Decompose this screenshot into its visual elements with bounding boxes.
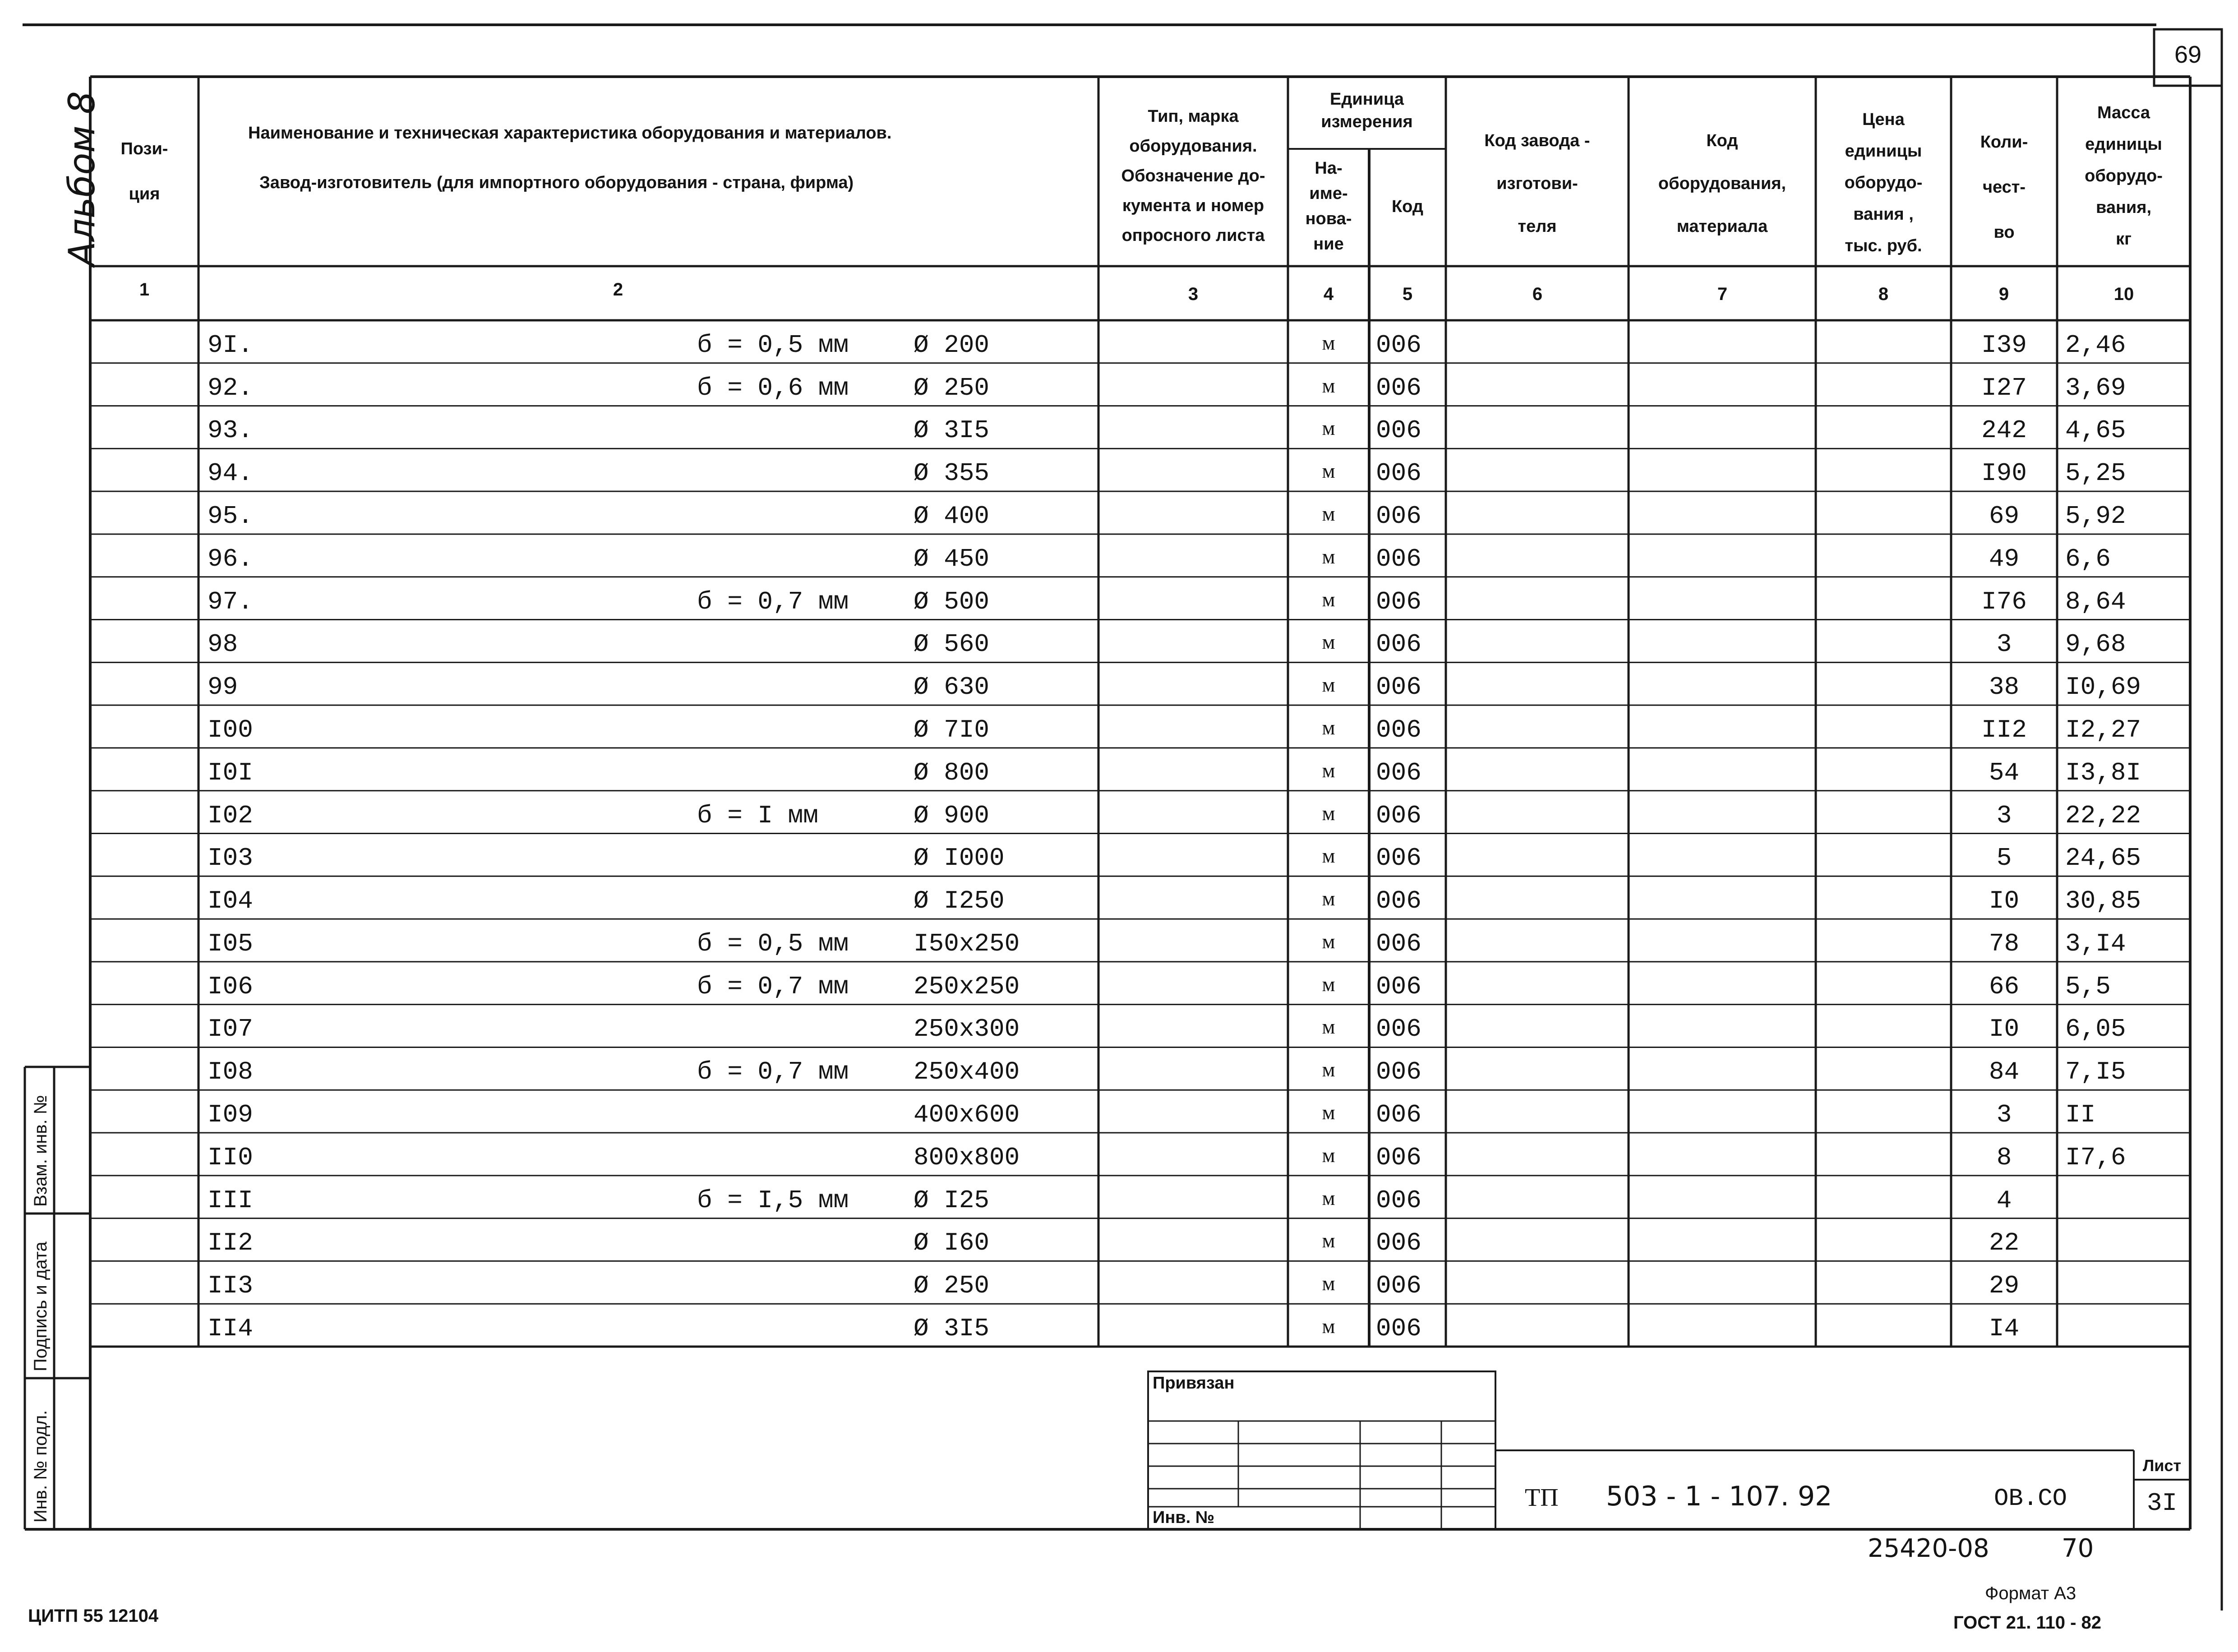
cell-size: Ø 3I5 xyxy=(914,1314,990,1343)
cell-unit: м xyxy=(1322,331,1335,354)
cell-mass: 8,64 xyxy=(2065,587,2126,616)
cell-thickness: б = 0,5 мм xyxy=(697,929,849,958)
cell-mass: I7,6 xyxy=(2065,1143,2126,1172)
cell-quantity: 22 xyxy=(1989,1228,2020,1258)
cell-position: I05 xyxy=(208,929,253,958)
header-mass: Масса единицы оборудо- вания, кг xyxy=(2085,103,2163,249)
cell-unit: м xyxy=(1322,972,1335,996)
cell-unit-code: 006 xyxy=(1376,1143,1421,1172)
cell-mass: 3,I4 xyxy=(2065,929,2126,958)
header-type: Тип, марка оборудования. Обозначение до- кумента и номер опросного листа xyxy=(1121,107,1265,245)
column-number: 3 xyxy=(1188,284,1199,304)
cell-unit-code: 006 xyxy=(1376,330,1421,360)
cell-mass: II xyxy=(2065,1100,2096,1130)
cell-size: Ø I000 xyxy=(914,844,1005,873)
cell-position: III xyxy=(208,1186,253,1215)
cell-unit: м xyxy=(1322,844,1335,868)
cell-unit-code: 006 xyxy=(1376,501,1421,531)
cell-quantity: I4 xyxy=(1989,1314,2020,1343)
cell-size: Ø 450 xyxy=(914,544,990,573)
cell-unit-code: 006 xyxy=(1376,886,1421,916)
cell-unit: м xyxy=(1322,1272,1335,1295)
cell-position: II4 xyxy=(208,1314,253,1343)
cell-size: Ø 500 xyxy=(914,587,990,616)
cell-quantity: 5 xyxy=(1996,844,2012,873)
cell-position: 98 xyxy=(208,630,238,659)
page-number: 69 xyxy=(2174,41,2202,68)
cell-size: Ø 7I0 xyxy=(914,715,990,744)
cell-quantity: 38 xyxy=(1989,673,2020,702)
cell-unit-code: 006 xyxy=(1376,1314,1421,1343)
cell-thickness: б = I мм xyxy=(697,801,818,830)
cell-quantity: I0 xyxy=(1989,886,2020,916)
cell-unit: м xyxy=(1322,1186,1335,1209)
cell-unit: м xyxy=(1322,459,1335,483)
cell-unit: м xyxy=(1322,416,1335,440)
cell-mass: I0,69 xyxy=(2065,673,2141,702)
cell-mass: 5,92 xyxy=(2065,501,2126,531)
cell-unit: м xyxy=(1322,673,1335,697)
cell-quantity: 84 xyxy=(1989,1057,2020,1087)
cell-position: 93. xyxy=(208,416,253,445)
header-position: Пози- ция xyxy=(120,139,168,203)
cell-mass: 2,46 xyxy=(2065,330,2126,360)
cell-mass: 30,85 xyxy=(2065,886,2141,916)
cell-unit-code: 006 xyxy=(1376,1057,1421,1087)
cell-size: 800x800 xyxy=(914,1143,1020,1172)
cell-unit: м xyxy=(1322,1315,1335,1338)
cell-size: Ø I250 xyxy=(914,886,1005,916)
side-label-inv-no: Инв. № подл. xyxy=(31,1410,51,1523)
cell-quantity: 69 xyxy=(1989,501,2020,531)
cell-quantity: 242 xyxy=(1981,416,2027,445)
cell-thickness: б = 0,6 мм xyxy=(697,373,849,402)
cell-unit-code: 006 xyxy=(1376,373,1421,402)
cell-position: II3 xyxy=(208,1271,253,1301)
column-number: 4 xyxy=(1323,284,1334,304)
cell-unit-code: 006 xyxy=(1376,544,1421,573)
cell-size: Ø I60 xyxy=(914,1228,990,1258)
cell-position: I02 xyxy=(208,801,253,830)
cell-position: I03 xyxy=(208,844,253,873)
cell-mass: 7,I5 xyxy=(2065,1057,2126,1087)
cell-quantity: I76 xyxy=(1981,587,2027,616)
cell-unit-code: 006 xyxy=(1376,844,1421,873)
cell-quantity: 4 xyxy=(1996,1186,2012,1215)
cell-size: Ø 250 xyxy=(914,1271,990,1301)
cell-thickness: б = 0,7 мм xyxy=(697,972,849,1001)
cell-position: 97. xyxy=(208,587,253,616)
header-unit-code: Код xyxy=(1391,197,1424,216)
cell-unit: м xyxy=(1322,715,1335,739)
cell-size: Ø 3I5 xyxy=(914,416,990,445)
cell-size: Ø 355 xyxy=(914,459,990,488)
cell-position: 99 xyxy=(208,673,238,702)
cell-quantity: 8 xyxy=(1996,1143,2012,1172)
cell-position: I08 xyxy=(208,1057,253,1087)
cell-unit: м xyxy=(1322,630,1335,654)
format-label: Формат А3 xyxy=(1985,1583,2076,1603)
column-number: 2 xyxy=(613,280,623,300)
cell-unit-code: 006 xyxy=(1376,1271,1421,1301)
cell-unit: м xyxy=(1322,929,1335,953)
cell-unit: м xyxy=(1322,758,1335,782)
cell-mass: 24,65 xyxy=(2065,844,2141,873)
stamp-privyazan: Привязан xyxy=(1153,1374,1235,1393)
stamp-doc-code: 503 - 1 - 107. 92 xyxy=(1606,1481,1832,1512)
cell-size: Ø 800 xyxy=(914,758,990,787)
cell-thickness: б = 0,7 мм xyxy=(697,1057,849,1087)
cell-unit-code: 006 xyxy=(1376,715,1421,744)
cell-size: I50x250 xyxy=(914,929,1020,958)
cell-mass: 3,69 xyxy=(2065,373,2126,402)
side-label-replace-inv: Взам. инв. № xyxy=(31,1095,51,1207)
cell-quantity: I39 xyxy=(1981,330,2027,360)
cell-unit-code: 006 xyxy=(1376,1015,1421,1044)
cell-unit: м xyxy=(1322,1143,1335,1167)
cell-quantity: II2 xyxy=(1981,715,2027,744)
archive-page: 70 xyxy=(2062,1534,2094,1563)
cell-thickness: б = 0,5 мм xyxy=(697,330,849,360)
cell-position: 9I. xyxy=(208,330,253,360)
column-number: 6 xyxy=(1532,284,1543,304)
stamp-list-value: 3I xyxy=(2146,1489,2178,1518)
cell-unit: м xyxy=(1322,887,1335,910)
cell-unit-code: 006 xyxy=(1376,587,1421,616)
cell-unit-code: 006 xyxy=(1376,1186,1421,1215)
column-number: 10 xyxy=(2113,284,2134,304)
cell-unit-code: 006 xyxy=(1376,1100,1421,1130)
column-number: 7 xyxy=(1717,284,1728,304)
cell-thickness: б = 0,7 мм xyxy=(697,587,849,616)
cell-unit: м xyxy=(1322,1229,1335,1252)
cell-position: 94. xyxy=(208,459,253,488)
cell-unit: м xyxy=(1322,545,1335,568)
cell-position: I04 xyxy=(208,886,253,916)
column-number: 8 xyxy=(1878,284,1889,304)
cell-unit: м xyxy=(1322,502,1335,525)
cell-unit-code: 006 xyxy=(1376,929,1421,958)
gost-label: ГОСТ 21. 110 - 82 xyxy=(1953,1613,2101,1633)
cell-position: I00 xyxy=(208,715,253,744)
album-label: Альбом 8 xyxy=(61,91,103,266)
cell-size: Ø 560 xyxy=(914,630,990,659)
cell-size: 250x250 xyxy=(914,972,1020,1001)
cell-quantity: 3 xyxy=(1996,630,2012,659)
stamp-sheet-code: ОВ.СО xyxy=(1994,1485,2067,1513)
cell-unit-code: 006 xyxy=(1376,673,1421,702)
cell-size: 400x600 xyxy=(914,1100,1020,1130)
cell-mass: 5,25 xyxy=(2065,459,2126,488)
cell-unit: м xyxy=(1322,1015,1335,1038)
cell-mass: 6,6 xyxy=(2065,544,2111,573)
cell-position: II0 xyxy=(208,1143,253,1172)
cell-size: Ø 630 xyxy=(914,673,990,702)
cell-mass: I3,8I xyxy=(2065,758,2141,787)
cell-unit-code: 006 xyxy=(1376,630,1421,659)
cell-quantity: I0 xyxy=(1989,1015,2020,1044)
cell-position: 95. xyxy=(208,501,253,531)
column-number: 1 xyxy=(139,280,150,300)
cell-position: I0I xyxy=(208,758,253,787)
header-equipment-code: Код оборудования, материала xyxy=(1658,131,1786,236)
cell-mass: I2,27 xyxy=(2065,715,2141,744)
stamp-inv-no: Инв. № xyxy=(1153,1508,1215,1527)
cell-position: I07 xyxy=(208,1015,253,1044)
cell-unit: м xyxy=(1322,1058,1335,1081)
archive-code: 25420-08 xyxy=(1868,1534,1989,1563)
column-number: 9 xyxy=(1998,284,2009,304)
cell-quantity: 29 xyxy=(1989,1271,2020,1301)
cell-size: Ø I25 xyxy=(914,1186,990,1215)
cell-position: I06 xyxy=(208,972,253,1001)
cell-mass: 22,22 xyxy=(2065,801,2141,830)
cell-size: Ø 200 xyxy=(914,330,990,360)
cell-unit: м xyxy=(1322,374,1335,397)
cell-quantity: 49 xyxy=(1989,544,2020,573)
header-unit-name: На- име- нова- ние xyxy=(1305,159,1352,254)
stamp-list-label: Лист xyxy=(2142,1456,2182,1475)
cell-size: 250x300 xyxy=(914,1015,1020,1044)
cell-quantity: I90 xyxy=(1981,459,2027,488)
column-number: 5 xyxy=(1402,284,1413,304)
header-price: Цена единицы оборудо- вания , тыс. руб. xyxy=(1844,110,1923,255)
cell-position: II2 xyxy=(208,1228,253,1258)
citp-label: ЦИТП 55 12104 xyxy=(28,1606,159,1626)
cell-quantity: 3 xyxy=(1996,801,2012,830)
header-quantity: Коли- чест- во xyxy=(1980,133,2028,242)
header-name-line2: Завод-изготовитель (для импортного оборудования - страна, фирма) xyxy=(259,173,854,192)
cell-unit-code: 006 xyxy=(1376,758,1421,787)
cell-mass: 6,05 xyxy=(2065,1015,2126,1044)
stamp-tp: ТП xyxy=(1525,1484,1559,1512)
cell-size: 250x400 xyxy=(914,1057,1020,1087)
cell-unit: м xyxy=(1322,1101,1335,1124)
header-name-line1: Наименование и техническая характеристика оборудования и материалов. xyxy=(248,124,892,143)
cell-size: Ø 400 xyxy=(914,501,990,531)
cell-quantity: 3 xyxy=(1996,1100,2012,1130)
cell-quantity: I27 xyxy=(1981,373,2027,402)
cell-unit-code: 006 xyxy=(1376,416,1421,445)
cell-mass: 9,68 xyxy=(2065,630,2126,659)
header-factory-code: Код завода - изготови- теля xyxy=(1484,131,1590,236)
cell-size: Ø 900 xyxy=(914,801,990,830)
cell-unit: м xyxy=(1322,801,1335,825)
cell-quantity: 78 xyxy=(1989,929,2020,958)
cell-mass: 4,65 xyxy=(2065,416,2126,445)
side-label-signature-date: Подпись и дата xyxy=(31,1241,51,1371)
cell-size: Ø 250 xyxy=(914,373,990,402)
cell-position: 96. xyxy=(208,544,253,573)
cell-quantity: 66 xyxy=(1989,972,2020,1001)
cell-unit-code: 006 xyxy=(1376,1228,1421,1258)
cell-position: I09 xyxy=(208,1100,253,1130)
cell-position: 92. xyxy=(208,373,253,402)
cell-unit-code: 006 xyxy=(1376,801,1421,830)
cell-unit-code: 006 xyxy=(1376,459,1421,488)
header-unit: Единица измерения xyxy=(1321,90,1413,131)
cell-unit-code: 006 xyxy=(1376,972,1421,1001)
cell-thickness: б = I,5 мм xyxy=(697,1186,849,1215)
cell-quantity: 54 xyxy=(1989,758,2020,787)
cell-mass: 5,5 xyxy=(2065,972,2111,1001)
cell-unit: м xyxy=(1322,587,1335,611)
